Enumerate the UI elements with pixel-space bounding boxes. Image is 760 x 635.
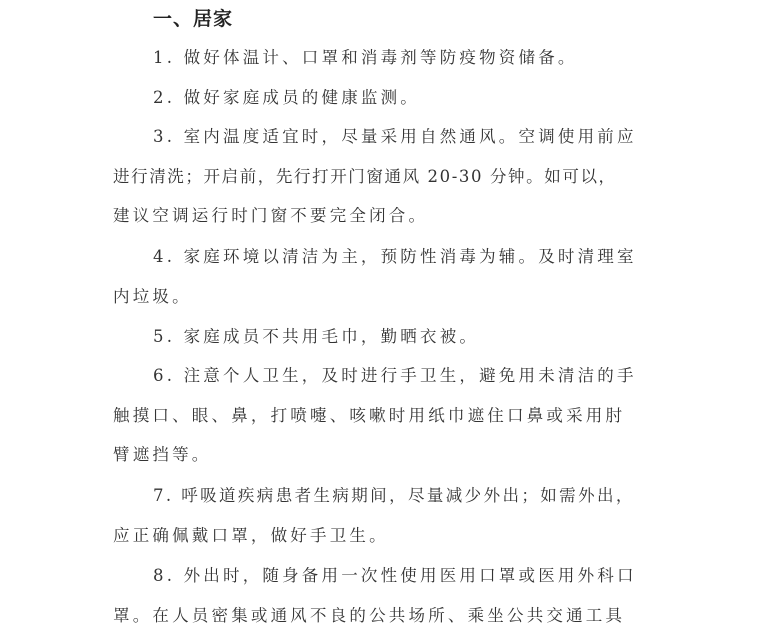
section-heading: 一、居家 (153, 8, 234, 30)
paragraph-line: 2. 做好家庭成员的健康监测。 (153, 88, 420, 107)
paragraph-line: 6. 注意个人卫生，及时进行手卫生，避免用未清洁的手 (153, 366, 637, 385)
paragraph-line: 建议空调运行时门窗不要完全闭合。 (113, 206, 429, 226)
paragraph-line: 内垃圾。 (113, 286, 192, 306)
list-item-7 (113, 476, 647, 555)
list-item-1 (113, 38, 647, 78)
paragraph-line: 4. 家庭环境以清洁为主，预防性消毒为辅。及时清理室 (153, 247, 637, 266)
paragraph-line: 应正确佩戴口罩，做好手卫生。 (113, 525, 389, 545)
list-item-8 (113, 556, 647, 635)
paragraph-line: 触摸口、眼、鼻，打喷嚏、咳嗽时用纸巾遮住口鼻或采用肘 (113, 405, 626, 425)
paragraph-line: 7. 呼吸道疾病患者生病期间，尽量减少外出；如需外出， (153, 486, 635, 505)
paragraph-line: 臂遮挡等。 (113, 445, 212, 465)
list-item-2 (113, 78, 647, 118)
paragraph-line: 5. 家庭成员不共用毛巾，勤晒衣被。 (153, 327, 480, 346)
paragraph-line: 1. 做好体温计、口罩和消毒剂等防疫物资储备。 (153, 48, 578, 67)
list-item-4 (113, 237, 647, 316)
paragraph-line: 进行清洗；开启前，先行打开门窗通风 20-30 分钟。如可以， (113, 166, 617, 186)
list-item-6 (113, 356, 647, 475)
list-item-3 (113, 117, 647, 236)
paragraph-line: 8. 外出时，随身备用一次性使用医用口罩或医用外科口 (153, 566, 637, 585)
paragraph-line: 罩。在人员密集或通风不良的公共场所、乘坐公共交通工具 (113, 605, 626, 625)
paragraph-line: 3. 室内温度适宜时，尽量采用自然通风。空调使用前应 (153, 127, 637, 146)
list-item-5 (113, 317, 647, 357)
